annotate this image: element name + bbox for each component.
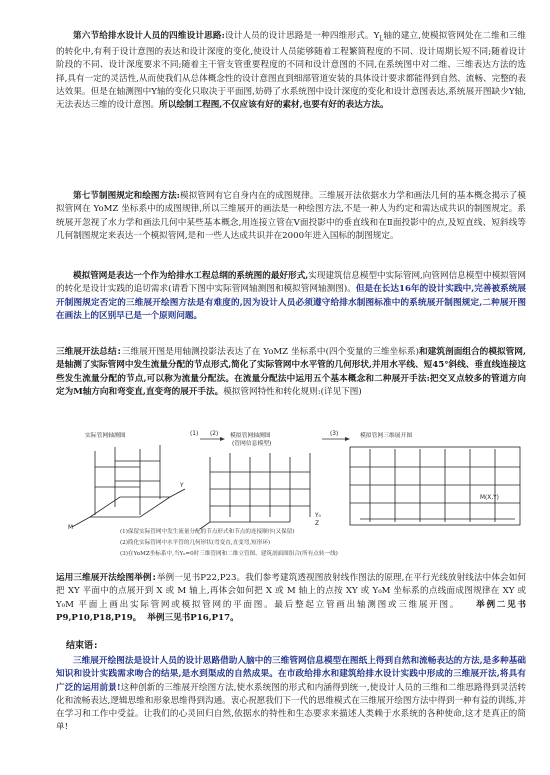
- panel-actual-axis-m: M: [68, 525, 74, 531]
- panel-unfolded-title: 模拟管网三维展开图: [360, 433, 413, 439]
- example-three: 举例三见书P16,P17。: [147, 612, 239, 623]
- step-three-label: (3): [330, 431, 339, 437]
- section-six-paragraph: [56, 30, 526, 113]
- pipe-diagram: [60, 427, 530, 532]
- summary-body: 三维展开图是用轴测投影法表达了在 YoMZ 坐标系中(四个变量的三维坐标系): [121, 347, 419, 357]
- summary-emphasis: 和建筑剖面组合的模拟管网,是轴测了实际管网中发生流量分配的节点形式,简化了实际管网中水平管的几何形状,并用水平线、短45°斜线、垂直线连接这些发生流量分配的节点,可以称为流量分配法。在流量分配法中运用五个基本概念和二种展开手法:把交叉点较多的管道方向定为M轴方向和弯变直,直变弯的展开手法。: [56, 347, 526, 397]
- conclusion-emphasis-2: 在市政给排水和建筑给排水设计实践中形成的三维展开法,将具有广泛的运用前景!: [56, 669, 526, 693]
- panel-actual-drawing: [68, 445, 185, 531]
- panel-actual-title: 实际管网轴测图: [85, 433, 126, 439]
- section-six-body: 设计人员的设计思路是一种四维形式。Y: [224, 31, 380, 41]
- step-one-arrowhead: [220, 437, 225, 441]
- network-lead: 模拟管网是表达一个作为给排水工程总纲的系统图的最好形式,: [73, 271, 309, 281]
- network-paragraph: [56, 270, 526, 323]
- panel-model-drawing: [200, 453, 322, 529]
- examples-body: 举例一见书P22,P23。我们参考建筑透视图放射线作图法的原理,在平行光线放射线法中体会如何把 XY 平面中的点展开到 X 或 M 轴上,再体会如何把 X 或 M 轴上的点按 XY 或 Y₀M 坐标系的点线面成图规律在 XY 或 Y₀M 平面上画出实际管网或模拟管网的平面图。最后整起立管画出轴测图或三维展开图。: [56, 573, 526, 610]
- pipe-network-figure: [60, 427, 530, 567]
- figure-caption-three: (3)在YoMZ坐标系中,当Y₀=0时三维管网和二维立管图、建筑剖面图组合(所有点转一线): [120, 551, 338, 557]
- examples-paragraph: [56, 572, 526, 625]
- section-six-subscript: L: [379, 35, 384, 43]
- panel-model-title: 模拟管网轴测图: [230, 433, 271, 439]
- panel-actual-axis-y: Y: [180, 483, 184, 489]
- examples-label: 运用三维展开法绘图举例:: [56, 573, 157, 583]
- panel-unfolded-axis: M(X,Y): [480, 495, 499, 501]
- section-seven-title: 第七节制图规定和绘图方法:: [73, 191, 180, 201]
- network-body: 实现建筑信息模型中实际管网,向管网信息模型中模拟管网的转化是设计实践的追切需求(请看下图中实际管网轴测图和模拟管网轴测图)。: [56, 271, 527, 295]
- section-seven-body: 模拟管网有它自身内在的成图规律。三维展开法依据水力学和画法几何的基本概念揭示了模拟管网在 YoMZ 坐标系中的成图规律,所以三维展开的画法是一种绘图方法,不是一种人为约定和需达成共识的制图规定。系统展开忽视了水力学和画法几何中某些基本概念,用连接立管在Ⅴ面投影中的垂直线和在Ⅱ面投影中的点,及短直线、短斜线等几何制图规定来表达一个模拟管网,是和一些人达成共识并在2000年进入国标的制图规定。: [56, 191, 526, 241]
- section-six-title: 第六节给排水设计人员的四维设计思路:: [73, 31, 225, 41]
- panel-model-axis-y0: Y₀: [315, 513, 321, 519]
- conclusion-paragraph: [56, 655, 526, 735]
- example-two: 举例二见书P9,P10,P18,P19。: [56, 599, 526, 623]
- network-emphasis: 但是在长达16年的设计实践中,完善被系统展开制图规定否定的三维展开绘图方法是有难度的,因为设计人员必须遵守给排水制图标准中的系统展开制图规定,二种展开图在画法上的区别早已是一个原则问题。: [56, 284, 527, 321]
- panel-model-axis-z: Z: [315, 521, 319, 527]
- figure-caption-two: (2)简化实际管网中水平管的几何形状(弯变直,直变弯,短形环): [120, 540, 271, 546]
- summary-paragraph: [56, 346, 526, 399]
- section-seven-paragraph: [56, 190, 526, 243]
- figure-caption-one: (1)保留实际管网中发生流量分配的节点形式和节点的连接顺序(又保留): [120, 529, 295, 535]
- section-six-body-2: 轴的建立,使模拟管网处在二维和三维的转化中,有利于设计意图的表达和设计深度的变化,使设计人员能够随着工程繁简程度的不同、设计周期长短不同;随着设计阶段的不同、设计深度要求不同;随着主干管支管重要程度的不同和设计意图的不同,在系统图中对二维、三维表达方法的选择,具有一定的灵活性,从而使我们从总体概念性的设计意图直到细部管道安装的具体设计要求都能得到自然、流畅、完整的表达效果。但是在轴测图中Y轴的变化只取决于平面图,妨碍了水系统图中设计深度的变化和设计意图表达,系统展开图缺少Y轴,无法表达三维的设计意图。: [56, 31, 526, 111]
- panel-unfolded-drawing: [350, 447, 520, 525]
- summary-tail: 模拟管网特性和转化规则:(详见下图): [223, 386, 362, 397]
- panel-model-subtitle: (管网信息模型): [232, 441, 272, 447]
- step-two-label: (2): [210, 431, 219, 437]
- summary-label: 三维展开法总结:: [56, 347, 122, 357]
- conclusion-emphasis: 三维展开绘图法是设计人员的设计思路借助人脑中的三维管网信息模型在图纸上得到自然和流畅表达的方法,是多种基础知识和设计实践需求吻合的结果,是水到渠成的自然成果。: [56, 656, 526, 680]
- step-one-label: (1): [190, 431, 199, 437]
- conclusion-label: 结束语:: [66, 641, 99, 651]
- conclusion-body: 这种创新的三维展开绘图方法,使水系统图的形式和内涵得到统一,使设计人员的三维和二维思路得到灵活转化和流畅表达,逻辑思维和形象思维得到沟通。衷心祝愿我们下一代的思维模式在三维展开绘图方法中得到一种有益的训练,并在学习和工作中受益。让我们的心灵回归自然,依据水的特性和生态要求来描述人类赖于水系统的各种使命,这才是真正的简单!: [56, 682, 526, 733]
- section-six-conclusion: 所以绘制工程图,不仅应该有好的素材,也要有好的表达方法。: [159, 100, 389, 111]
- step-three-arrowhead: [345, 437, 350, 441]
